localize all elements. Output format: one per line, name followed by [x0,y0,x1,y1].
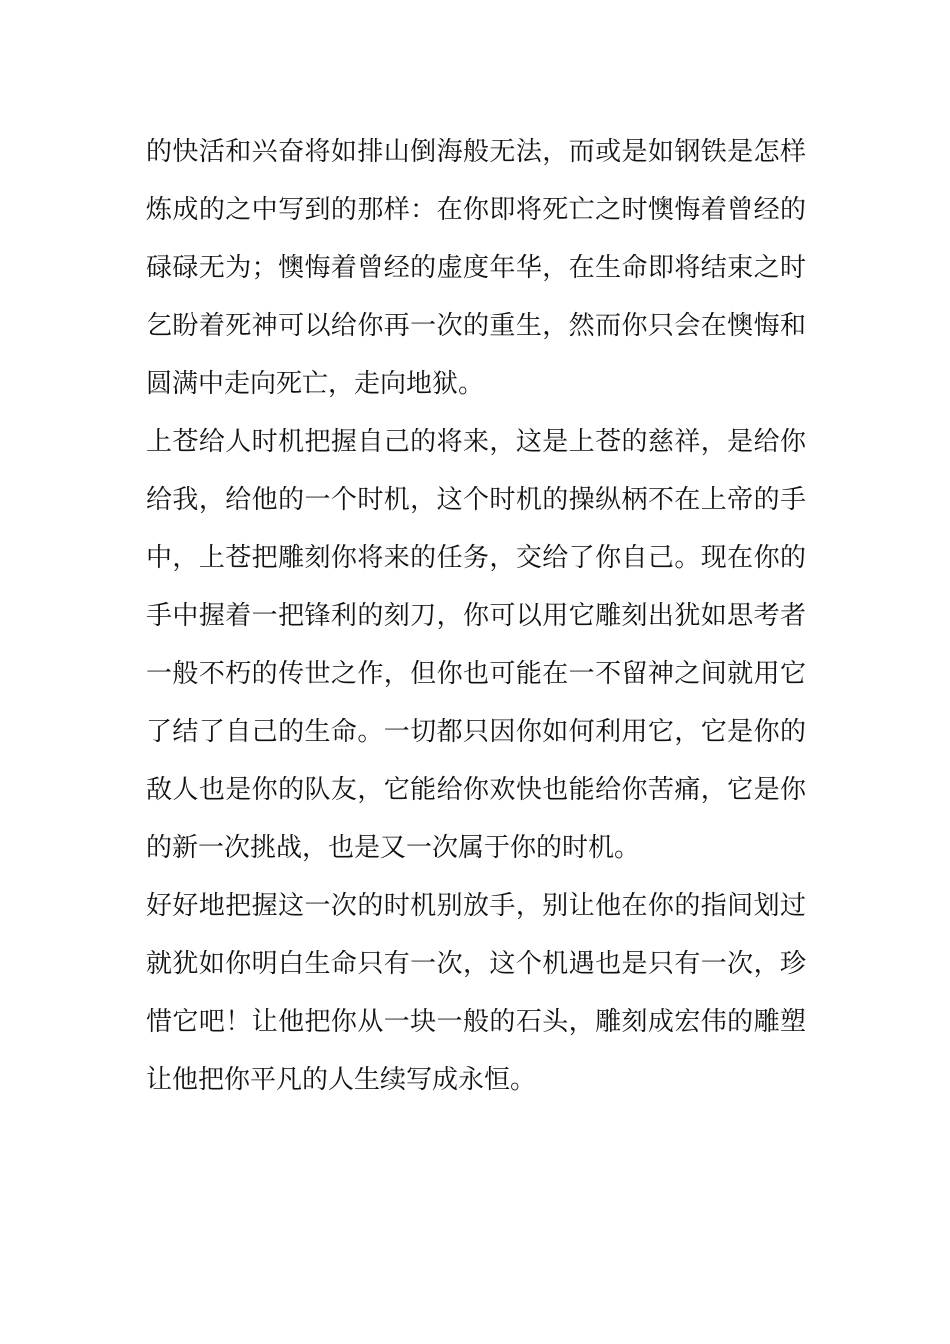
body-text [146,123,806,1109]
paragraph-2 [146,413,806,877]
text-line: 的快活和兴奋将如排山倒海般无法，而或是如钢铁是怎样 [146,137,806,167]
text-line: 圆满中走向死亡，走向地狱。 [146,369,485,399]
text-line: 一般不朽的传世之作，但你也可能在一不留神之间就用它 [146,659,806,689]
paragraph-1 [146,123,806,413]
text-line: 碌碌无为；懊悔着曾经的虚度年华，在生命即将结束之时 [146,253,806,283]
text-line: 惜它吧！让他把你从一块一般的石头，雕刻成宏伟的雕塑 [146,1007,806,1037]
text-line: 中，上苍把雕刻你将来的任务，交给了你自己。现在你的 [146,543,806,573]
text-line: 就犹如你明白生命只有一次，这个机遇也是只有一次，珍 [146,949,806,979]
text-line: 好好地把握这一次的时机别放手，别让他在你的指间划过 [146,891,806,921]
text-line: 让他把你平凡的人生续写成永恒。 [146,1065,537,1095]
text-line: 乞盼着死神可以给你再一次的重生，然而你只会在懊悔和 [146,311,806,341]
paragraph-3 [146,877,806,1109]
text-line: 敌人也是你的队友，它能给你欢快也能给你苦痛，它是你 [146,775,806,805]
text-line: 上苍给人时机把握自己的将来，这是上苍的慈祥，是给你 [146,427,806,457]
text-line: 手中握着一把锋利的刻刀，你可以用它雕刻出犹如思考者 [146,601,806,631]
text-line: 给我，给他的一个时机，这个时机的操纵柄不在上帝的手 [146,485,806,515]
text-line: 炼成的之中写到的那样：在你即将死亡之时懊悔着曾经的 [146,195,806,225]
text-line: 的新一次挑战，也是又一次属于你的时机。 [146,833,641,863]
text-line: 了结了自己的生命。一切都只因你如何利用它，它是你的 [146,717,806,747]
